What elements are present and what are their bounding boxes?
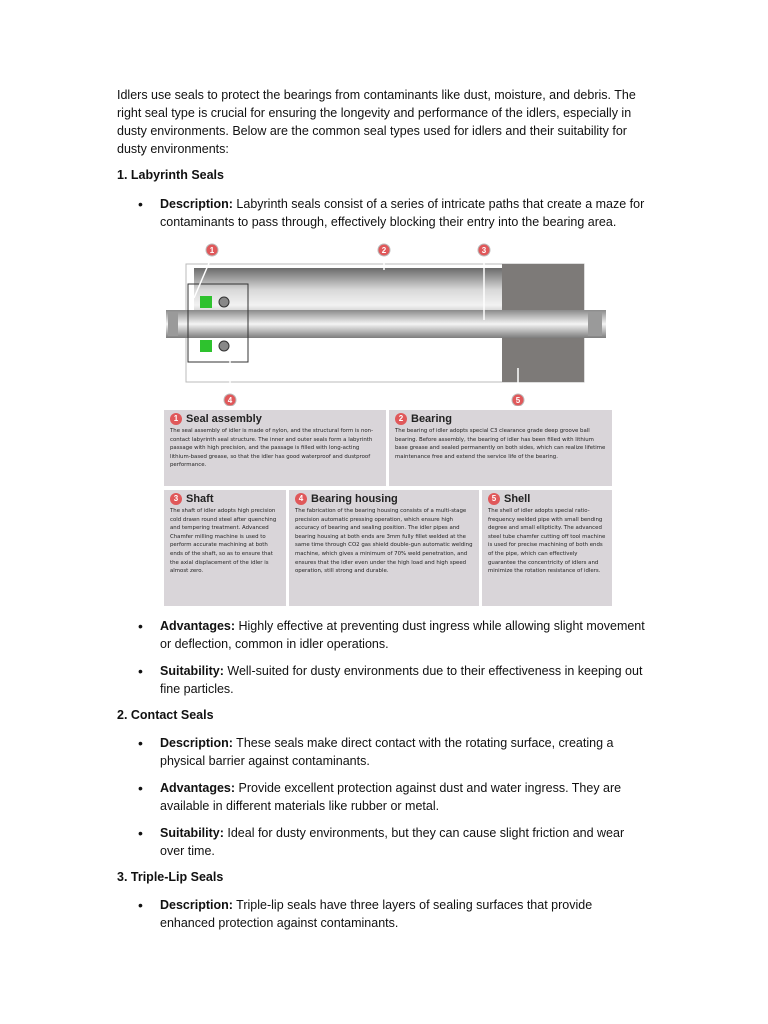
panel-shaft [164, 490, 286, 606]
panel-number: 2 [395, 413, 407, 425]
idler-illustration [164, 238, 612, 406]
bullet-label: Description: [160, 197, 233, 211]
panel-number: 3 [170, 493, 182, 505]
panel-number: 1 [170, 413, 182, 425]
bullet-text: These seals make direct contact with the rotating surface, creating a physical barrier against contaminants. [160, 736, 614, 768]
section-heading: 3. Triple-Lip Seals [117, 870, 224, 884]
list-item [160, 617, 650, 653]
list-item [160, 734, 650, 770]
bullet-text: Highly effective at preventing dust ingress while allowing slight movement or deflection, common in idler operations. [160, 619, 645, 651]
shaft-end-left [168, 312, 178, 336]
list-item [160, 779, 650, 815]
bullet-label: Suitability: [160, 826, 224, 840]
intro-paragraph: Idlers use seals to protect the bearings from contaminants like dust, moisture, and debris. The right seal type is crucial for ensuring the longevity and performance of the idlers, especially in dusty environments. Below are the common seal types used for idlers and their suitability for dusty environments: [117, 88, 636, 156]
panel-title: Shaft [186, 493, 214, 505]
callout-number: 5 [515, 396, 521, 405]
panel-text: The bearing of idler adopts special C3 clearance grade deep groove ball bearing. Before assembly, the bearing of idler has been filled with lithium base grease and sealed permanently on both sides, which can realize lifetime maintenance free and extend the service life of the bearing. [395, 428, 606, 460]
bullet-text: Triple-lip seals have three layers of sealing surfaces that provide enhanced protection against contaminants. [160, 898, 593, 930]
callout-number: 2 [381, 246, 387, 255]
panel-text: The fabrication of the bearing housing consists of a multi-stage precision automatic pressing operation, which ensure high accuracy of bearing and sealing position. The idler pipes and bearing housing at both ends are 3mm fully fillet welded at the same time through CO2 gas shield double-gun automatic welding machine, which gives a minimum of 70% weld penetration, and ensures that the idler even under the high load and high speed operation, still strong and durable. [295, 508, 473, 575]
panel-title: Bearing [411, 413, 452, 425]
list-item [160, 195, 650, 231]
list-item [160, 662, 650, 698]
panel-text: The shell of idler adopts special ratio-frequency welded pipe with small bending degree and small ellipticity. The advanced steel tube chamfer cutting off tool machine is used for precise machining of both ends of the pipe, which can effectively guarantee the concentricity of idlers and minimize the rotation resistance of idlers. [488, 508, 606, 575]
panel-shell [482, 490, 612, 606]
bullet-label: Advantages: [160, 781, 236, 795]
panel-title: Seal assembly [186, 413, 262, 425]
callout-number: 1 [209, 246, 215, 255]
bullet-text: Ideal for dusty environments, but they can cause slight friction and wear over time. [160, 826, 625, 858]
panel-bearing [389, 410, 612, 486]
panel-title: Shell [504, 493, 531, 505]
seal-green-top [200, 296, 212, 308]
panel-title: Bearing housing [311, 493, 398, 505]
bullet-label: Advantages: [160, 619, 236, 633]
seal-green-bottom [200, 340, 212, 352]
idler-diagram [164, 238, 612, 608]
callout-number: 4 [227, 396, 233, 405]
bullet-label: Description: [160, 898, 233, 912]
bullet-text: Well-suited for dusty environments due to their effectiveness in keeping out fine particles. [160, 664, 643, 696]
bullet-label: Description: [160, 736, 233, 750]
list-item [160, 896, 650, 932]
callout-number: 3 [481, 246, 487, 255]
panel-seal-assembly [164, 410, 386, 486]
panel-bearing-housing [289, 490, 479, 606]
bearing-ball-bottom [219, 341, 229, 351]
shaft-end-right [588, 312, 602, 336]
bearing-ball-top [219, 297, 229, 307]
panel-number: 4 [295, 493, 307, 505]
bullet-text: Labyrinth seals consist of a series of intricate paths that create a maze for contaminants to pass through, effectively blocking their entry into the bearing area. [160, 197, 645, 229]
list-item [160, 824, 650, 860]
panel-text: The shaft of idler adopts high precision cold drawn round steel after quenching and tempering treatment. Advanced Chamfer milling machine is used to perform accurate machining at both ends of the shaft, so as to ensure that the axial displacement of the idler is almost zero. [170, 508, 277, 575]
bullet-text: Provide excellent protection against dust and water ingress. They are available in different materials like rubber or metal. [160, 781, 622, 813]
section-heading: 1. Labyrinth Seals [117, 168, 224, 182]
panel-number: 5 [488, 493, 500, 505]
section-heading: 2. Contact Seals [117, 708, 214, 722]
panel-text: The seal assembly of idler is made of nylon, and the structural form is non-contact labyrinth seal structure. The inner and outer seals form a labyrinth passage with high precision, and the passage is filled with long-acting lithium-based grease, so that the idler has good waterproof and dustproof performance. [170, 428, 374, 469]
bullet-label: Suitability: [160, 664, 224, 678]
shaft [166, 310, 606, 338]
